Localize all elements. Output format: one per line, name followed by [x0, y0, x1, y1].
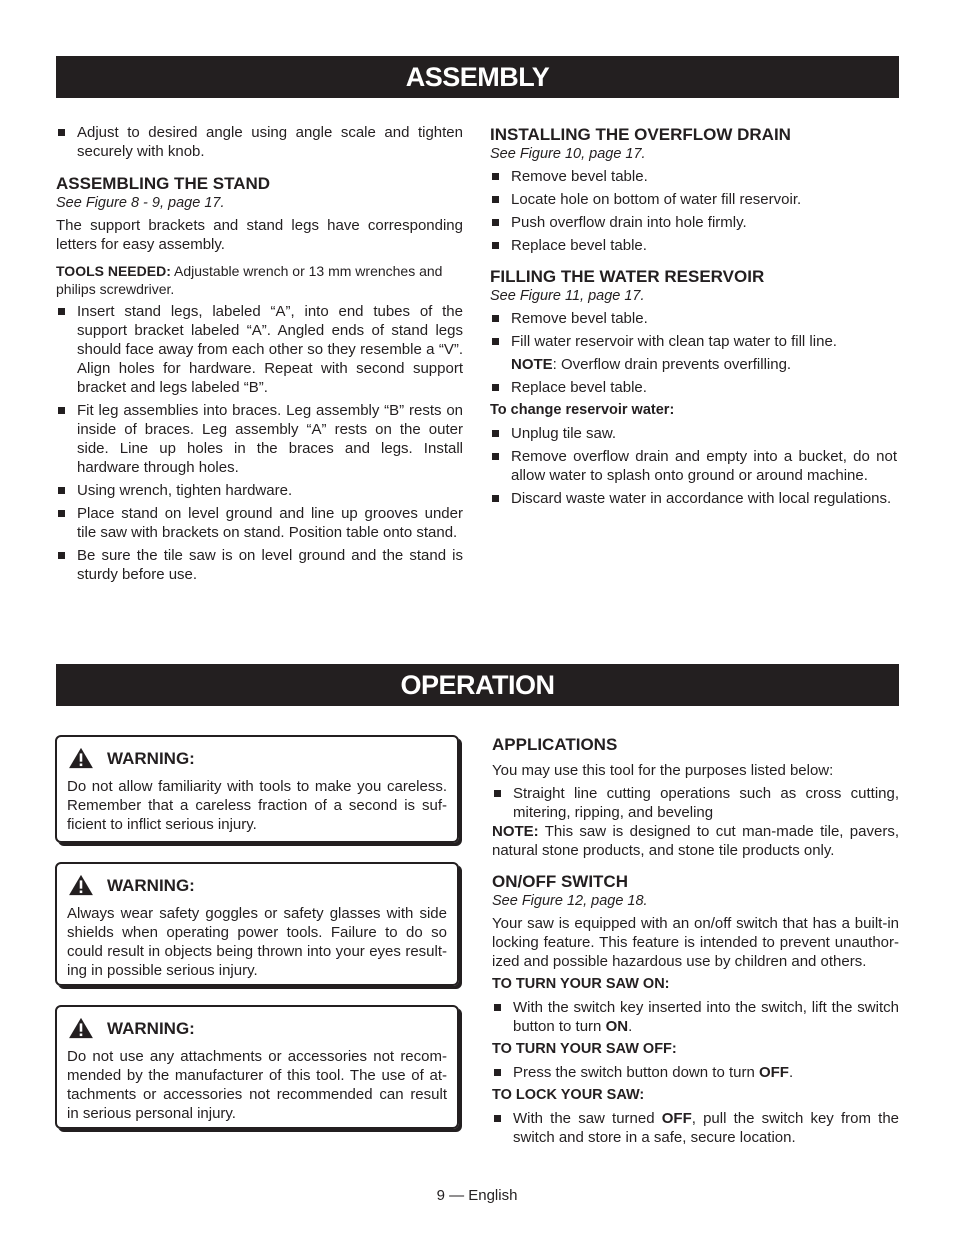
- warning-label: WARNING:: [107, 875, 195, 895]
- assembly-left-column: [56, 123, 463, 588]
- warning-header: [67, 874, 447, 896]
- list-item: Unplug tile saw.: [490, 424, 897, 443]
- figure-reference: See Figure 12, page 18.: [492, 893, 648, 909]
- warning-label: WARNING:: [107, 1018, 195, 1038]
- switch-off-bold: OFF: [758, 1064, 789, 1081]
- note-label: NOTE:: [492, 823, 539, 840]
- warning-box: [55, 862, 459, 986]
- paragraph: The support brackets and stand legs have corresponding letters for easy assembly.: [56, 217, 463, 253]
- warning-box: [55, 735, 459, 843]
- warning-label: WARNING:: [107, 748, 195, 768]
- warning-header: [67, 1017, 447, 1039]
- list-item: Straight line cutting operations such as cross cutting, mitering, ripping, and beveling: [492, 784, 899, 822]
- warning-triangle-icon: [67, 747, 95, 769]
- list-item: Remove overflow drain and empty into a bucket, do not allow water to splash onto ground or around machine.: [490, 447, 897, 485]
- tools-label: TOOLS NEEDED:: [56, 263, 171, 279]
- note-text: This saw is designed to cut man-made tile, pavers, natural stone products, and stone tile products only.: [492, 823, 899, 859]
- list-item: Locate hole on bottom of water fill reservoir.: [490, 190, 897, 209]
- page-footer: 9 — English: [436, 1187, 518, 1204]
- list-item: Replace bevel table.: [490, 236, 897, 255]
- operation-banner: OPERATION: [56, 664, 899, 706]
- section-heading: FILLING THE WATER RESERVOIR: [490, 267, 765, 286]
- switch-on-text: With the switch key inserted into the switch, lift the switch button to turn: [513, 999, 899, 1035]
- warning-header: [67, 747, 447, 769]
- figure-reference: See Figure 10, page 17.: [490, 146, 646, 162]
- list-item: Press the switch button down to turn OFF.: [492, 1063, 899, 1082]
- warning-text: Always wear safety goggles or safety glasses with side shields when operating power tools. Failure to do so could result in objects being thrown into your eyes resulting in possible serious injury.: [67, 905, 447, 979]
- note: [492, 822, 899, 860]
- assembly-banner: ASSEMBLY: [56, 56, 899, 98]
- section-heading: APPLICATIONS: [492, 735, 618, 754]
- list-item: Fit leg assemblies into braces. Leg assembly “B” rests on inside of braces. Leg assembly “A” rests on the outer side. Line up holes in the braces and legs. Install hardware through holes.: [56, 401, 463, 477]
- switch-off-text: Press the switch button down to turn: [513, 1064, 759, 1081]
- warning-text: Do not use any attachments or accessories not recommended by the manufacturer of this tool. The use of attachments or accessories not recommended can result in serious personal injury.: [67, 1048, 447, 1122]
- list-item: Push overflow drain into hole firmly.: [490, 213, 897, 232]
- note-label: NOTE: [511, 356, 553, 373]
- tools-text: Adjustable wrench or 13 mm wrenches and philips screwdriver.: [56, 263, 443, 297]
- section-heading: ON/OFF SWITCH: [492, 872, 628, 891]
- note-text: : Overflow drain prevents overfilling.: [552, 356, 792, 373]
- list-item: With the switch key inserted into the switch, lift the switch button to turn ON.: [492, 998, 899, 1036]
- list-item: Insert stand legs, labeled “A”, into end tubes of the support bracket labeled “A”. Angled ends of stand legs should face away from each other so they resemble a “V”. Align holes for hardware. Repeat with second support bracket and legs labeled “B”.: [56, 302, 463, 397]
- list-item: Remove bevel table.: [490, 309, 897, 328]
- list-item: Using wrench, tighten hardware.: [56, 481, 463, 500]
- subheading: TO TURN YOUR SAW OFF:: [492, 1041, 677, 1057]
- lock-text-1: With the saw turned: [513, 1110, 662, 1127]
- tools-needed: [56, 262, 463, 298]
- paragraph: You may use this tool for the purposes listed below:: [492, 762, 834, 779]
- subheading: TO TURN YOUR SAW ON:: [492, 976, 670, 992]
- subheading: TO LOCK YOUR SAW:: [492, 1087, 645, 1103]
- figure-reference: See Figure 11, page 17.: [490, 288, 645, 304]
- lock-text-2: , pull the switch key from the switch and store in a safe, secure location.: [513, 1110, 900, 1146]
- paragraph: Your saw is equipped with an on/off switch that has a built-in locking feature. This feature is intended to prevent unauthorized and possible hazardous use by children and others.: [492, 915, 899, 970]
- list-item: Discard waste water in accordance with local regulations.: [490, 489, 897, 508]
- subheading: To change reservoir water:: [490, 402, 675, 418]
- lock-bold: OFF: [661, 1110, 692, 1127]
- list-item: Adjust to desired angle using angle scale and tighten securely with knob.: [56, 123, 463, 161]
- section-heading: INSTALLING THE OVERFLOW DRAIN: [490, 125, 791, 144]
- warning-box: [55, 1005, 459, 1129]
- list-item: Fill water reservoir with clean tap water to fill line.: [490, 332, 897, 351]
- section-heading: ASSEMBLING THE STAND: [56, 174, 271, 193]
- switch-on-bold: ON: [605, 1018, 629, 1035]
- warning-triangle-icon: [67, 874, 95, 896]
- list-item: Be sure the tile saw is on level ground and the stand is sturdy before use.: [56, 546, 463, 584]
- warning-triangle-icon: [67, 1017, 95, 1039]
- operation-right-column: [492, 735, 899, 1151]
- assembly-right-column: [490, 125, 897, 512]
- list-item: Replace bevel table.: [490, 378, 897, 397]
- list-item: Remove bevel table.: [490, 167, 897, 186]
- list-item: [492, 1109, 899, 1147]
- warning-text: Do not allow familiarity with tools to make you careless. Remember that a careless fraction of a second is sufficient to inflict serious injury.: [67, 778, 447, 833]
- figure-reference: See Figure 8 - 9, page 17.: [56, 195, 225, 211]
- note: [490, 355, 897, 374]
- list-item: Place stand on level ground and line up grooves under tile saw with brackets on stand. Position table onto stand.: [56, 504, 463, 542]
